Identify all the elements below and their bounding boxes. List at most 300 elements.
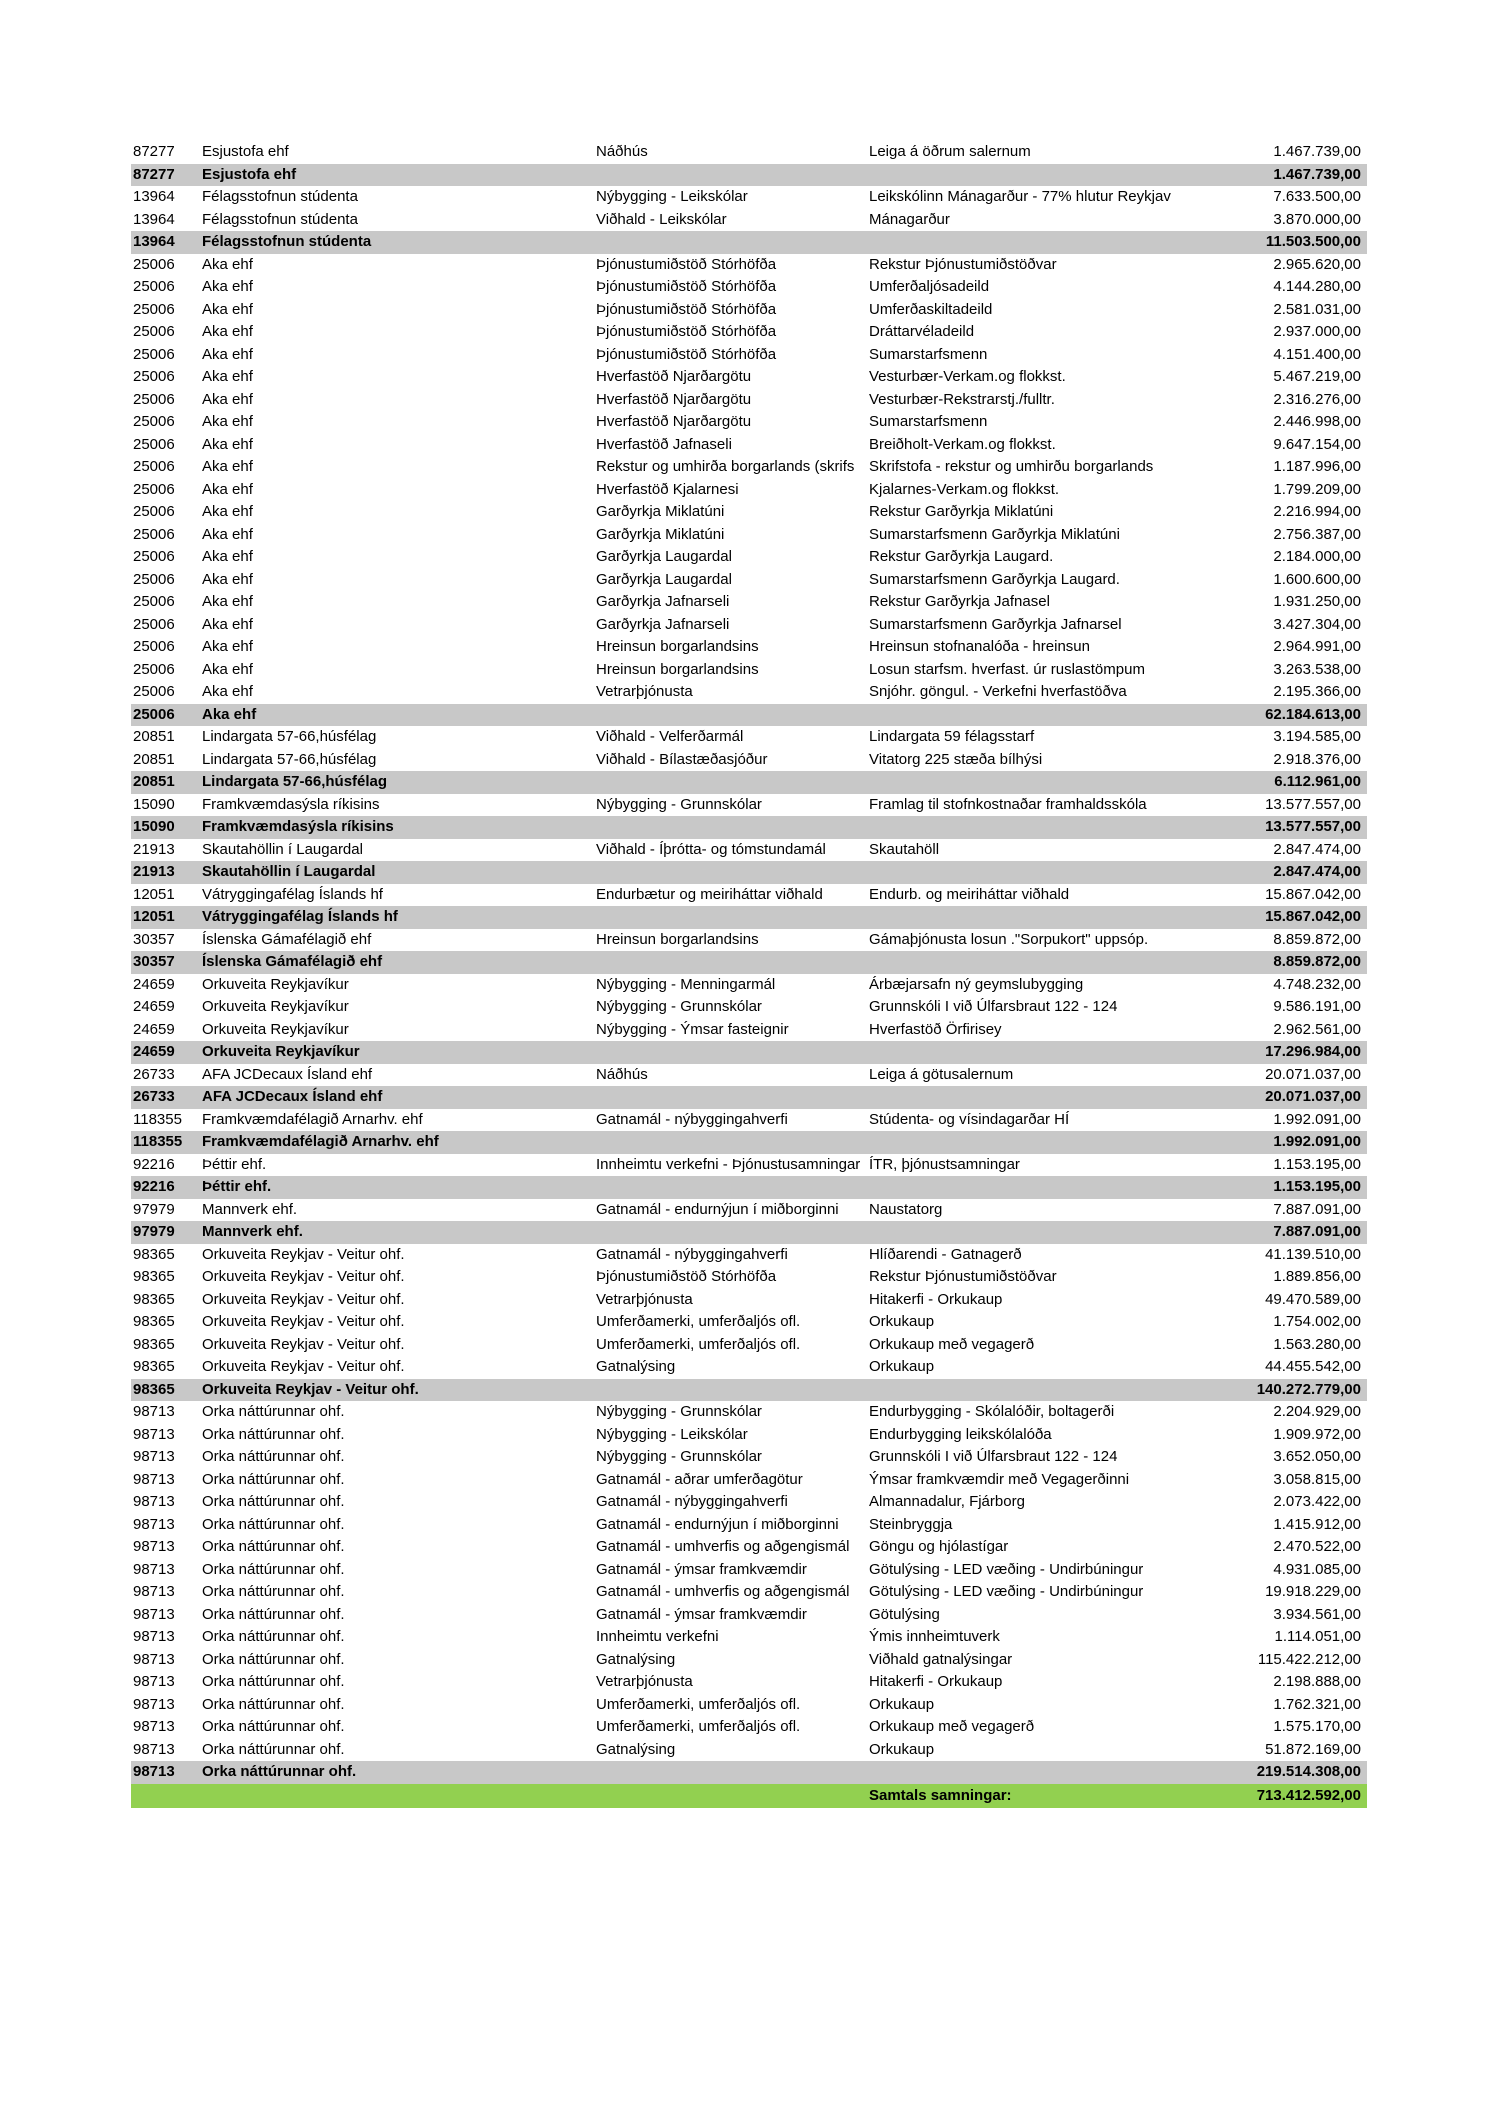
category-cell: Gatnalýsing [596, 1650, 676, 1668]
subtotal-row [131, 704, 1367, 727]
vendor-name-cell: Orkuveita Reykjav - Veitur ohf. [202, 1268, 405, 1285]
vendor-id-cell: 13964 [133, 210, 175, 228]
category-cell: Þjónustumiðstöð Stórhöfða [596, 323, 777, 340]
description-cell: Rekstur Þjónustumiðstöðvar [869, 255, 1057, 273]
amount-cell: 11.503.500,00 [1265, 233, 1361, 250]
vendor-id-cell: 87277 [133, 165, 175, 183]
category-cell: Viðhald - Íþrótta- og tómstundamál [596, 840, 826, 858]
table-row [131, 1064, 1367, 1087]
description-cell: Skrifstofa - rekstur og umhirðu borgarlands [869, 458, 1154, 475]
description-cell: Endurbygging leikskólalóða [869, 1425, 1052, 1443]
table-row [131, 1581, 1367, 1604]
vendor-id-cell: 25006 [133, 570, 175, 588]
vendor-name-cell: Aka ehf [202, 435, 253, 453]
description-cell: Vitatorg 225 stæða bílhýsi [869, 750, 1043, 768]
table-row [131, 186, 1367, 209]
vendor-name-cell: Skautahöllin í Laugardal [202, 863, 376, 880]
table-row [131, 276, 1367, 299]
amount-cell: 9.586.191,00 [1273, 998, 1361, 1015]
vendor-name-cell: Framkvæmdafélagið Arnarhv. ehf [202, 1133, 439, 1150]
description-cell: Rekstur Garðyrkja Jafnasel [869, 593, 1050, 610]
vendor-id-cell: 25006 [133, 255, 175, 273]
vendor-name-cell: Mannverk ehf. [202, 1223, 303, 1240]
vendor-id-cell: 24659 [133, 998, 175, 1015]
description-cell: Götulýsing [869, 1605, 940, 1623]
vendor-name-cell: Aka ehf [202, 525, 253, 543]
vendor-name-cell: Aka ehf [202, 413, 253, 430]
table-row [131, 591, 1367, 614]
category-cell: Nýbygging - Grunnskólar [596, 1403, 762, 1420]
vendor-id-cell: 21913 [133, 863, 175, 880]
vendor-name-cell: Aka ehf [202, 368, 253, 385]
vendor-id-cell: 12051 [133, 885, 175, 903]
description-cell: Ýmsar framkvæmdir með Vegagerðinni [869, 1470, 1130, 1488]
vendor-id-cell: 98713 [133, 1718, 175, 1735]
description-cell: Framlag til stofnkostnaðar framhaldsskóla [869, 795, 1147, 813]
vendor-id-cell: 92216 [133, 1178, 175, 1195]
category-cell: Hreinsun borgarlandsins [596, 638, 759, 655]
description-cell: Götulýsing - LED væðing - Undirbúningur [869, 1560, 1144, 1578]
vendor-name-cell: Þéttir ehf. [202, 1178, 272, 1195]
vendor-id-cell: 25006 [133, 548, 175, 565]
table-row [131, 209, 1367, 232]
category-cell: Gatnalýsing [596, 1358, 676, 1375]
vendor-name-cell: Aka ehf [202, 705, 257, 723]
amount-cell: 2.937.000,00 [1273, 323, 1361, 340]
description-cell: Rekstur Garðyrkja Laugard. [869, 548, 1054, 565]
category-cell: Umferðamerki, umferðaljós ofl. [596, 1335, 801, 1353]
amount-cell: 20.071.037,00 [1265, 1065, 1361, 1083]
description-cell: Ýmis innheimtuverk [869, 1628, 1000, 1645]
vendor-name-cell: Vátryggingafélag Íslands hf [202, 885, 383, 903]
vendor-id-cell: 25006 [133, 390, 175, 408]
category-cell: Innheimtu verkefni - Þjónustusamningar [596, 1155, 861, 1173]
amount-cell: 3.870.000,00 [1273, 210, 1361, 228]
category-cell: Innheimtu verkefni [596, 1628, 719, 1645]
description-cell: Leiga á götusalernum [869, 1065, 1014, 1083]
vendor-name-cell: Orka náttúrunnar ohf. [202, 1628, 345, 1645]
grand-total-label: Samtals samningar: [869, 1786, 1012, 1804]
vendor-name-cell: Aka ehf [202, 660, 253, 678]
vendor-id-cell: 30357 [133, 953, 175, 970]
vendor-id-cell: 98713 [133, 1425, 175, 1443]
vendor-name-cell: Framkvæmdasýsla ríkisins [202, 818, 394, 835]
amount-cell: 1.114.051,00 [1274, 1628, 1361, 1645]
description-cell: Grunnskóli I við Úlfarsbraut 122 - 124 [869, 1448, 1118, 1465]
vendor-id-cell: 24659 [133, 1020, 175, 1038]
table-row [131, 1694, 1367, 1717]
vendor-name-cell: Orka náttúrunnar ohf. [202, 1650, 345, 1668]
table-row [131, 974, 1367, 997]
vendor-name-cell: Orka náttúrunnar ohf. [202, 1425, 345, 1443]
description-cell: Dráttarvéladeild [869, 323, 975, 340]
table-row [131, 321, 1367, 344]
vendor-name-cell: Orka náttúrunnar ohf. [202, 1718, 345, 1735]
vendor-id-cell: 15090 [133, 795, 175, 813]
vendor-name-cell: Aka ehf [202, 480, 253, 498]
description-cell: Mánagarður [869, 210, 950, 228]
category-cell: Hverfastöð Kjalarnesi [596, 480, 739, 498]
table-row [131, 141, 1367, 164]
category-cell: Garðyrkja Jafnarseli [596, 615, 730, 633]
description-cell: ÍTR, þjónustsamningar [869, 1155, 1020, 1173]
grand-total-row [131, 1784, 1367, 1808]
description-cell: Sumarstarfsmenn Garðyrkja Miklatúni [869, 525, 1120, 543]
description-cell: Naustatorg [869, 1200, 943, 1218]
vendor-name-cell: Aka ehf [202, 548, 253, 565]
vendor-name-cell: Orkuveita Reykjav - Veitur ohf. [202, 1380, 419, 1398]
table-row [131, 434, 1367, 457]
description-cell: Almannadalur, Fjárborg [869, 1493, 1025, 1510]
category-cell: Gatnamál - endurnýjun í miðborginni [596, 1515, 839, 1533]
vendor-id-cell: 98365 [133, 1245, 175, 1263]
vendor-name-cell: Orka náttúrunnar ohf. [202, 1605, 345, 1623]
table-row [131, 366, 1367, 389]
grand-total-amount: 713.412.592,00 [1256, 1786, 1361, 1804]
amount-cell: 3.263.538,00 [1273, 660, 1361, 678]
vendor-id-cell: 13964 [133, 188, 175, 205]
vendor-id-cell: 98713 [133, 1470, 175, 1488]
description-cell: Árbæjarsafn ný geymslubygging [869, 975, 1084, 993]
vendor-name-cell: Félagsstofnun stúdenta [202, 188, 358, 205]
subtotal-row [131, 816, 1367, 839]
table-row [131, 996, 1367, 1019]
vendor-name-cell: Skautahöllin í Laugardal [202, 840, 363, 858]
subtotal-row [131, 231, 1367, 254]
table-row [131, 1334, 1367, 1357]
table-row [131, 749, 1367, 772]
category-cell: Endurbætur og meiriháttar viðhald [596, 885, 823, 903]
vendor-id-cell: 98713 [133, 1538, 175, 1555]
table-row [131, 1424, 1367, 1447]
vendor-id-cell: 25006 [133, 638, 175, 655]
vendor-name-cell: AFA JCDecaux Ísland ehf [202, 1065, 373, 1083]
category-cell: Garðyrkja Laugardal [596, 570, 732, 588]
category-cell: Hverfastöð Jafnaseli [596, 435, 732, 453]
subtotal-row [131, 771, 1367, 794]
description-cell: Hreinsun stofnanalóða - hreinsun [869, 638, 1090, 655]
vendor-name-cell: Íslenska Gámafélagið ehf [202, 953, 383, 970]
vendor-id-cell: 25006 [133, 593, 175, 610]
vendor-name-cell: Orka náttúrunnar ohf. [202, 1493, 345, 1510]
vendor-id-cell: 98713 [133, 1695, 175, 1713]
table-row [131, 1671, 1367, 1694]
subtotal-row [131, 951, 1367, 974]
description-cell: Sumarstarfsmenn [869, 413, 988, 430]
amount-cell: 1.889.856,00 [1273, 1268, 1361, 1285]
description-cell: Orkukaup [869, 1358, 935, 1375]
category-cell: Garðyrkja Miklatúni [596, 503, 725, 520]
vendor-id-cell: 26733 [133, 1065, 175, 1083]
amount-cell: 2.756.387,00 [1273, 525, 1361, 543]
category-cell: Nýbygging - Grunnskólar [596, 795, 762, 813]
table-row [131, 636, 1367, 659]
table-row [131, 839, 1367, 862]
vendor-name-cell: Framkvæmdasýsla ríkisins [202, 795, 380, 813]
category-cell: Þjónustumiðstöð Stórhöfða [596, 278, 777, 295]
table-row [131, 1739, 1367, 1762]
amount-cell: 1.799.209,00 [1273, 480, 1361, 498]
vendor-name-cell: Lindargata 57-66,húsfélag [202, 773, 388, 790]
category-cell: Garðyrkja Miklatúni [596, 525, 725, 543]
table-row [131, 411, 1367, 434]
table-row [131, 1649, 1367, 1672]
amount-cell: 5.467.219,00 [1273, 368, 1361, 385]
vendor-name-cell: Vátryggingafélag Íslands hf [202, 908, 398, 925]
amount-cell: 1.467.739,00 [1273, 165, 1361, 183]
vendor-id-cell: 98713 [133, 1763, 175, 1780]
amount-cell: 7.633.500,00 [1273, 188, 1361, 205]
vendor-id-cell: 25006 [133, 368, 175, 385]
vendor-name-cell: Orka náttúrunnar ohf. [202, 1538, 345, 1555]
category-cell: Náðhús [596, 1065, 648, 1083]
vendor-name-cell: Orka náttúrunnar ohf. [202, 1560, 345, 1578]
vendor-id-cell: 98713 [133, 1740, 175, 1758]
amount-cell: 17.296.984,00 [1265, 1043, 1361, 1060]
amount-cell: 1.909.972,00 [1273, 1425, 1361, 1443]
vendor-name-cell: Orka náttúrunnar ohf. [202, 1763, 357, 1780]
table-row [131, 456, 1367, 479]
table-row [131, 884, 1367, 907]
category-cell: Nýbygging - Leikskólar [596, 188, 748, 205]
subtotal-row [131, 1221, 1367, 1244]
vendor-id-cell: 98713 [133, 1403, 175, 1420]
vendor-name-cell: AFA JCDecaux Ísland ehf [202, 1088, 383, 1105]
amount-cell: 8.859.872,00 [1273, 953, 1361, 970]
vendor-id-cell: 98365 [133, 1313, 175, 1330]
description-cell: Götulýsing - LED væðing - Undirbúningur [869, 1583, 1144, 1600]
subtotal-row [131, 1176, 1367, 1199]
vendor-id-cell: 98713 [133, 1650, 175, 1668]
vendor-name-cell: Lindargata 57-66,húsfélag [202, 728, 377, 745]
subtotal-row [131, 164, 1367, 187]
description-cell: Vesturbær-Verkam.og flokkst. [869, 368, 1066, 385]
category-cell: Garðyrkja Laugardal [596, 548, 732, 565]
description-cell: Lindargata 59 félagsstarf [869, 728, 1035, 745]
category-cell: Gatnamál - umhverfis og aðgengismál [596, 1583, 850, 1600]
vendor-name-cell: Aka ehf [202, 323, 253, 340]
vendor-id-cell: 25006 [133, 323, 175, 340]
description-cell: Kjalarnes-Verkam.og flokkst. [869, 480, 1060, 498]
vendor-id-cell: 98713 [133, 1605, 175, 1623]
description-cell: Leiga á öðrum salernum [869, 143, 1031, 160]
category-cell: Nýbygging - Grunnskólar [596, 998, 762, 1015]
vendor-name-cell: Orka náttúrunnar ohf. [202, 1673, 345, 1690]
description-cell: Hitakerfi - Orkukaup [869, 1673, 1003, 1690]
vendor-id-cell: 98713 [133, 1628, 175, 1645]
table-row [131, 1109, 1367, 1132]
amount-cell: 20.071.037,00 [1265, 1088, 1361, 1105]
vendor-id-cell: 25006 [133, 458, 175, 475]
amount-cell: 44.455.542,00 [1265, 1358, 1361, 1375]
amount-cell: 115.422.212,00 [1257, 1650, 1361, 1668]
category-cell: Hverfastöð Njarðargötu [596, 413, 752, 430]
amount-cell: 2.581.031,00 [1273, 300, 1361, 318]
amount-cell: 7.887.091,00 [1273, 1223, 1361, 1240]
amount-cell: 1.575.170,00 [1273, 1718, 1361, 1735]
description-cell: Sumarstarfsmenn Garðyrkja Laugard. [869, 570, 1120, 588]
category-cell: Nýbygging - Ýmsar fasteignir [596, 1020, 789, 1038]
vendor-name-cell: Orka náttúrunnar ohf. [202, 1403, 345, 1420]
table-row [131, 1536, 1367, 1559]
vendor-name-cell: Orka náttúrunnar ohf. [202, 1740, 345, 1758]
subtotal-row [131, 1761, 1367, 1784]
category-cell: Gatnalýsing [596, 1740, 676, 1758]
vendor-name-cell: Aka ehf [202, 593, 253, 610]
vendor-id-cell: 118355 [133, 1110, 182, 1128]
category-cell: Gatnamál - ýmsar framkvæmdir [596, 1560, 807, 1578]
category-cell: Gatnamál - endurnýjun í miðborginni [596, 1200, 839, 1218]
vendor-name-cell: Esjustofa ehf [202, 143, 289, 160]
vendor-name-cell: Orkuveita Reykjav - Veitur ohf. [202, 1335, 405, 1353]
category-cell: Þjónustumiðstöð Stórhöfða [596, 345, 777, 363]
vendor-id-cell: 118355 [133, 1133, 183, 1150]
description-cell: Orkukaup með vegagerð [869, 1718, 1035, 1735]
vendor-id-cell: 92216 [133, 1155, 175, 1173]
description-cell: Endurbygging - Skólalóðir, boltagerði [869, 1403, 1115, 1420]
description-cell: Sumarstarfsmenn Garðyrkja Jafnarsel [869, 615, 1122, 633]
description-cell: Gámaþjónusta losun ."Sorpukort" uppsóp. [869, 930, 1149, 948]
vendor-name-cell: Orkuveita Reykjav - Veitur ohf. [202, 1290, 405, 1308]
table-row [131, 929, 1367, 952]
table-row [131, 479, 1367, 502]
description-cell: Grunnskóli I við Úlfarsbraut 122 - 124 [869, 998, 1118, 1015]
contracts-table [131, 141, 1367, 1808]
description-cell: Breiðholt-Verkam.og flokkst. [869, 435, 1056, 453]
amount-cell: 3.652.050,00 [1273, 1448, 1361, 1465]
table-row [131, 569, 1367, 592]
amount-cell: 1.754.002,00 [1273, 1313, 1361, 1330]
vendor-name-cell: Aka ehf [202, 390, 253, 408]
amount-cell: 4.748.232,00 [1273, 975, 1361, 993]
category-cell: Gatnamál - umhverfis og aðgengismál [596, 1538, 850, 1555]
vendor-id-cell: 25006 [133, 345, 175, 363]
vendor-id-cell: 97979 [133, 1223, 175, 1240]
amount-cell: 2.847.474,00 [1273, 840, 1361, 858]
description-cell: Skautahöll [869, 840, 940, 858]
vendor-name-cell: Aka ehf [202, 278, 253, 295]
category-cell: Rekstur og umhirða borgarlands (skrifs [596, 458, 855, 475]
amount-cell: 3.194.585,00 [1273, 728, 1361, 745]
amount-cell: 1.187.996,00 [1273, 458, 1361, 475]
table-row [131, 524, 1367, 547]
category-cell: Viðhald - Velferðarmál [596, 728, 744, 745]
vendor-id-cell: 12051 [133, 908, 175, 925]
vendor-name-cell: Orkuveita Reykjavíkur [202, 998, 349, 1015]
amount-cell: 2.195.366,00 [1273, 683, 1361, 700]
subtotal-row [131, 1086, 1367, 1109]
vendor-id-cell: 25006 [133, 278, 175, 295]
amount-cell: 2.184.000,00 [1273, 548, 1361, 565]
amount-cell: 2.446.998,00 [1273, 413, 1361, 430]
amount-cell: 3.058.815,00 [1273, 1470, 1361, 1488]
amount-cell: 4.151.400,00 [1273, 345, 1361, 363]
vendor-id-cell: 98365 [133, 1268, 175, 1285]
category-cell: Þjónustumiðstöð Stórhöfða [596, 300, 777, 318]
table-row [131, 726, 1367, 749]
description-cell: Vesturbær-Rekstrarstj./fulltr. [869, 390, 1055, 408]
category-cell: Viðhald - Leikskólar [596, 210, 727, 228]
description-cell: Steinbryggja [869, 1515, 953, 1533]
vendor-name-cell: Orkuveita Reykjavíkur [202, 1043, 360, 1060]
vendor-id-cell: 25006 [133, 413, 175, 430]
amount-cell: 2.964.991,00 [1273, 638, 1361, 655]
amount-cell: 2.198.888,00 [1273, 1673, 1361, 1690]
table-row [131, 1491, 1367, 1514]
amount-cell: 51.872.169,00 [1265, 1740, 1361, 1758]
amount-cell: 2.204.929,00 [1273, 1403, 1361, 1420]
category-cell: Viðhald - Bílastæðasjóður [596, 750, 768, 768]
vendor-name-cell: Orkuveita Reykjavíkur [202, 975, 349, 993]
table-row [131, 1019, 1367, 1042]
vendor-id-cell: 24659 [133, 1043, 175, 1060]
description-cell: Stúdenta- og vísindagarðar HÍ [869, 1110, 1070, 1128]
vendor-name-cell: Lindargata 57-66,húsfélag [202, 750, 377, 768]
category-cell: Vetrarþjónusta [596, 683, 693, 700]
vendor-name-cell: Orka náttúrunnar ohf. [202, 1448, 345, 1465]
vendor-id-cell: 25006 [133, 660, 175, 678]
table-row [131, 1559, 1367, 1582]
subtotal-row [131, 861, 1367, 884]
description-cell: Hlíðarendi - Gatnagerð [869, 1245, 1022, 1263]
amount-cell: 2.965.620,00 [1273, 255, 1361, 273]
vendor-id-cell: 98365 [133, 1380, 175, 1398]
category-cell: Umferðamerki, umferðaljós ofl. [596, 1313, 801, 1330]
vendor-id-cell: 98365 [133, 1290, 175, 1308]
category-cell: Vetrarþjónusta [596, 1290, 693, 1308]
amount-cell: 2.962.561,00 [1273, 1020, 1361, 1038]
vendor-name-cell: Félagsstofnun stúdenta [202, 210, 358, 228]
vendor-name-cell: Orkuveita Reykjav - Veitur ohf. [202, 1358, 405, 1375]
category-cell: Garðyrkja Jafnarseli [596, 593, 730, 610]
amount-cell: 1.992.091,00 [1273, 1133, 1361, 1150]
vendor-name-cell: Aka ehf [202, 458, 253, 475]
table-row [131, 1244, 1367, 1267]
amount-cell: 1.415.912,00 [1273, 1515, 1361, 1533]
table-row [131, 1604, 1367, 1627]
vendor-id-cell: 98365 [133, 1335, 175, 1353]
vendor-name-cell: Orka náttúrunnar ohf. [202, 1695, 345, 1713]
amount-cell: 19.918.229,00 [1265, 1583, 1361, 1600]
table-row [131, 1199, 1367, 1222]
table-row [131, 1311, 1367, 1334]
amount-cell: 15.867.042,00 [1265, 885, 1361, 903]
subtotal-row [131, 1131, 1367, 1154]
description-cell: Losun starfsm. hverfast. úr ruslastömpum [869, 660, 1145, 678]
category-cell: Vetrarþjónusta [596, 1673, 693, 1690]
vendor-id-cell: 13964 [133, 233, 175, 250]
vendor-name-cell: Félagsstofnun stúdenta [202, 233, 372, 250]
vendor-name-cell: Orkuveita Reykjavíkur [202, 1020, 349, 1038]
vendor-name-cell: Þéttir ehf. [202, 1155, 267, 1173]
table-row [131, 1626, 1367, 1649]
category-cell: Þjónustumiðstöð Stórhöfða [596, 255, 777, 273]
vendor-id-cell: 97979 [133, 1200, 175, 1218]
description-cell: Göngu og hjólastígar [869, 1538, 1009, 1555]
amount-cell: 8.859.872,00 [1273, 930, 1361, 948]
vendor-name-cell: Íslenska Gámafélagið ehf [202, 930, 372, 948]
category-cell: Gatnamál - nýbyggingahverfi [596, 1110, 788, 1128]
category-cell: Umferðamerki, umferðaljós ofl. [596, 1718, 801, 1735]
vendor-id-cell: 25006 [133, 300, 175, 318]
vendor-name-cell: Orka náttúrunnar ohf. [202, 1470, 345, 1488]
vendor-id-cell: 98713 [133, 1560, 175, 1578]
vendor-name-cell: Aka ehf [202, 683, 253, 700]
vendor-id-cell: 87277 [133, 143, 175, 160]
amount-cell: 4.144.280,00 [1273, 278, 1361, 295]
subtotal-row [131, 906, 1367, 929]
description-cell: Hverfastöð Örfirisey [869, 1020, 1002, 1038]
